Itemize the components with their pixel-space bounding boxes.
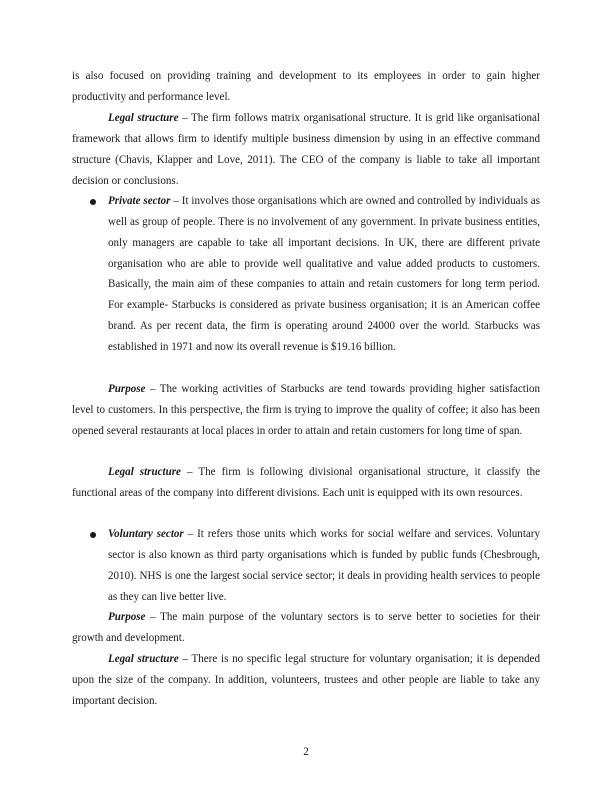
paragraph-text: is also focused on providing training and development to its employees in order to gain higher productivity and performance level. [72, 70, 540, 103]
paragraph-text: – The firm is following divisional organisational structure, it classify the functional areas of the company into different divisions. Each unit is equipped with its own resources. [72, 466, 540, 499]
paragraph-lead: Private sector [108, 195, 171, 207]
paragraph-text: – The main purpose of the voluntary sectors is to serve better to societies for their growth and development. [72, 611, 540, 644]
page-number: 2 [303, 746, 309, 758]
paragraph-text: – There is no specific legal structure for voluntary organisation; it is depended upon the size of the company. In addition, volunteers, trustees and other people are liable to take any important decision. [72, 653, 540, 707]
bullet-private-sector [108, 191, 540, 358]
paragraph-lead: Purpose [108, 383, 146, 395]
paragraph-text: – It involves those organisations which are owned and controlled by individuals as well as group of people. There is no involvement of any government. In private business entities, only managers are capable to take all important decisions. In UK, there are different private organisation who are able to provide well qualitative and value added products to customers. Basically, the main aim of these companies to attain and retain customers for long term period. For example- Starbucks is considered as private business organisation; it is an American coffee brand. As per recent data, the firm is operating around 24000 over the world. Starbucks was established in 1971 and now its overall revenue is $19.16 billion. [108, 195, 540, 353]
paragraph-purpose-starbucks [72, 379, 540, 442]
paragraph-legal-structure-voluntary [72, 649, 540, 712]
paragraph-lead: Voluntary sector [108, 528, 184, 540]
bullet-icon [90, 532, 96, 538]
paragraph-intro-continuation [72, 66, 540, 108]
paragraph-text: – It refers those units which works for social welfare and services. Voluntary sector is also known as third party organisations which is funded by public funds (Chesbrough, 2010). NHS is one the largest social service sector; it deals in providing health services to people as they can live better live. [108, 528, 541, 603]
paragraph-legal-structure-divisional [72, 462, 540, 504]
paragraph-text: – The firm follows matrix organisational structure. It is grid like organisational framework that allows firm to identify multiple business dimension by using in an effective command structure (Chavis, Klapper and Love, 2011). The CEO of the company is liable to take all important decision or conclusions. [72, 112, 540, 187]
bullet-voluntary-sector [108, 524, 540, 607]
bullet-icon [90, 199, 96, 205]
paragraph-purpose-voluntary [72, 607, 540, 649]
paragraph-lead: Legal structure [108, 112, 179, 124]
paragraph-lead: Legal structure [108, 653, 179, 665]
paragraph-text: – The working activities of Starbucks are tend towards providing higher satisfaction level to customers. In this perspective, the firm is trying to improve the quality of coffee; it also has been opened several restaurants at local places in order to attain and retain customers for long time of span. [72, 383, 540, 437]
paragraph-lead: Purpose [108, 611, 146, 623]
paragraph-lead: Legal structure [108, 466, 181, 478]
paragraph-legal-structure-matrix [72, 108, 540, 191]
